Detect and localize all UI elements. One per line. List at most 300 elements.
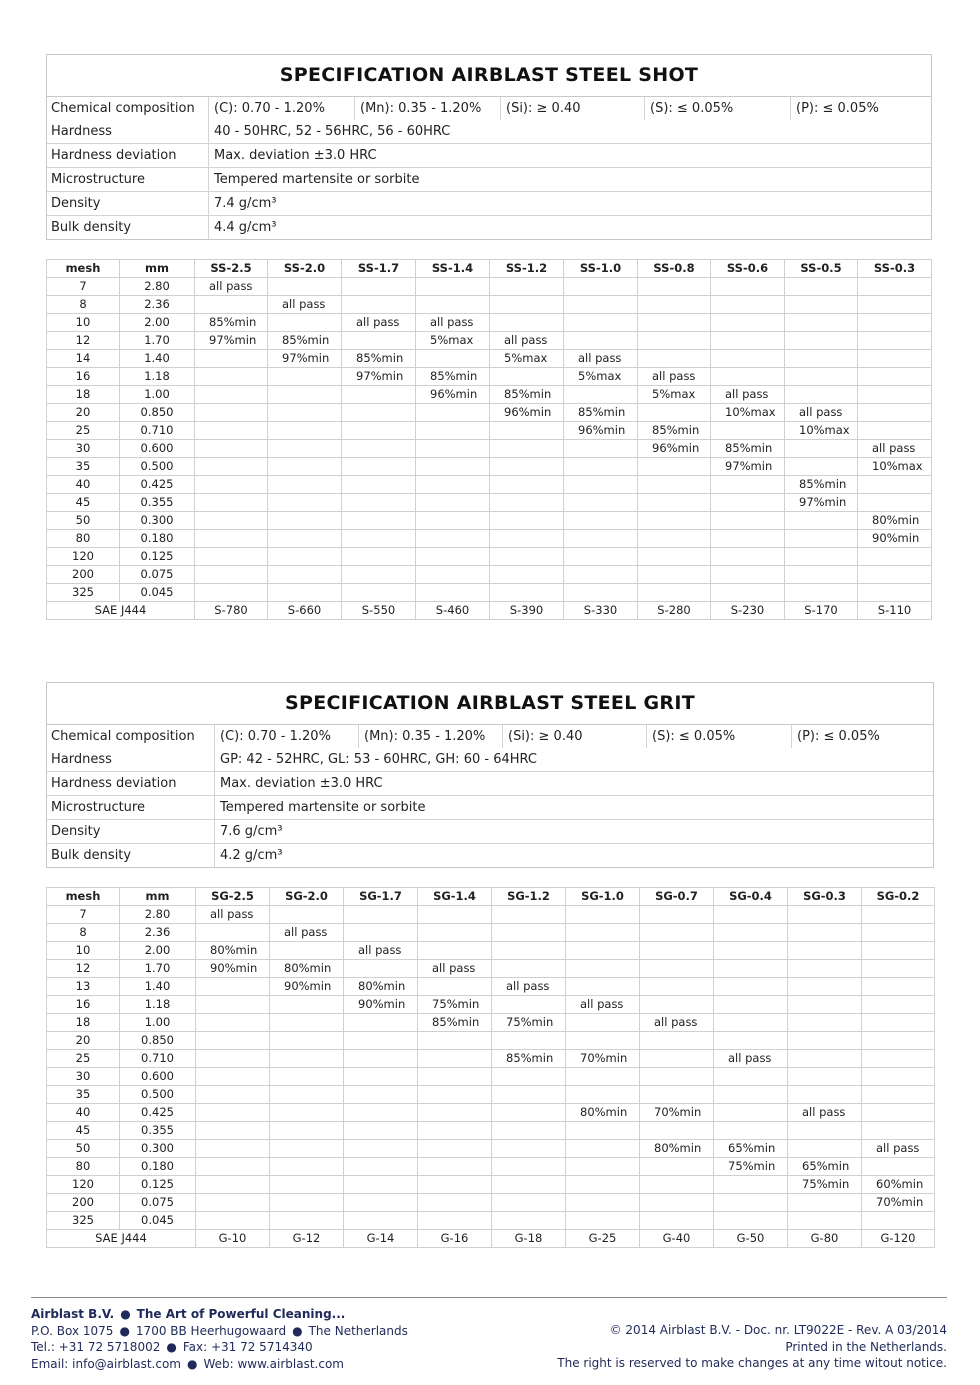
spec-cell: [195, 350, 268, 368]
grit-prop-row: [47, 748, 933, 771]
sae-cell: G-120: [862, 1230, 935, 1248]
column-header: SG-1.7: [344, 888, 418, 906]
grit-chem-si: (Si): ≥ 0.40: [503, 725, 647, 748]
spec-cell: [268, 314, 342, 332]
spec-cell: [638, 548, 711, 566]
spec-cell: [342, 512, 416, 530]
mm-cell: 0.300: [120, 1140, 196, 1158]
grit-prop-value: 4.2 g/cm³: [220, 848, 283, 863]
column-header: mesh: [47, 260, 120, 278]
sae-cell: G-18: [492, 1230, 566, 1248]
spec-cell: [788, 1194, 862, 1212]
spec-cell: [344, 1050, 418, 1068]
spec-cell: [416, 584, 490, 602]
spec-cell: 80%min: [640, 1140, 714, 1158]
grit-sieve-table: [46, 887, 935, 1248]
spec-cell: [270, 1032, 344, 1050]
shot-chem-label: Chemical composition: [47, 97, 209, 120]
mesh-cell: 16: [47, 996, 120, 1014]
mm-cell: 0.180: [120, 530, 195, 548]
column-header: mesh: [47, 888, 120, 906]
mm-cell: 0.045: [120, 584, 195, 602]
grit-prop-value: Max. deviation ±3.0 HRC: [220, 776, 383, 791]
spec-cell: [788, 960, 862, 978]
spec-cell: [638, 458, 711, 476]
spec-cell: [640, 1194, 714, 1212]
shot-prop-value: Max. deviation ±3.0 HRC: [214, 148, 377, 163]
spec-cell: [492, 1176, 566, 1194]
table-row: [47, 296, 932, 314]
mm-cell: 0.500: [120, 458, 195, 476]
footer-rights: The right is reserved to make changes at any time witout notice.: [557, 1356, 947, 1370]
spec-cell: [638, 476, 711, 494]
spec-cell: [785, 530, 858, 548]
spec-cell: [566, 1212, 640, 1230]
footer-contact: [31, 1306, 408, 1372]
spec-cell: [270, 1122, 344, 1140]
table-row: [47, 440, 932, 458]
sae-cell: S-460: [416, 602, 490, 620]
spec-cell: 80%min: [270, 960, 344, 978]
spec-cell: all pass: [418, 960, 492, 978]
sae-cell: G-50: [714, 1230, 788, 1248]
footer-fax: Fax: +31 72 5714340: [182, 1340, 313, 1354]
spec-cell: [344, 1194, 418, 1212]
spec-cell: [492, 942, 566, 960]
shot-chem-values: [209, 97, 931, 120]
spec-cell: [490, 314, 564, 332]
spec-cell: [564, 530, 638, 548]
spec-cell: [714, 1212, 788, 1230]
mesh-cell: 325: [47, 1212, 120, 1230]
grit-prop-label: Microstructure: [47, 796, 215, 819]
mm-cell: 0.075: [120, 566, 195, 584]
mesh-cell: 80: [47, 530, 120, 548]
spec-cell: all pass: [270, 924, 344, 942]
spec-cell: [640, 996, 714, 1014]
shot-prop-row: [47, 191, 931, 215]
mm-cell: 0.075: [120, 1194, 196, 1212]
bullet-icon: ●: [186, 1356, 198, 1371]
spec-cell: [268, 548, 342, 566]
spec-cell: [418, 1068, 492, 1086]
spec-cell: [342, 296, 416, 314]
spec-cell: [270, 1140, 344, 1158]
spec-cell: 85%min: [418, 1014, 492, 1032]
spec-cell: 80%min: [566, 1104, 640, 1122]
spec-cell: [195, 476, 268, 494]
shot-prop-row: [47, 143, 931, 167]
column-header: SS-2.0: [268, 260, 342, 278]
spec-cell: [342, 548, 416, 566]
spec-cell: all pass: [640, 1014, 714, 1032]
spec-cell: [638, 566, 711, 584]
spec-cell: [858, 584, 932, 602]
spec-cell: [566, 1176, 640, 1194]
spec-cell: [195, 530, 268, 548]
table-row: [47, 1194, 935, 1212]
spec-cell: [862, 1014, 935, 1032]
spec-cell: 70%min: [566, 1050, 640, 1068]
mm-cell: 0.355: [120, 1122, 196, 1140]
spec-cell: [490, 512, 564, 530]
spec-cell: [195, 512, 268, 530]
spec-cell: [566, 1068, 640, 1086]
table-row: [47, 906, 935, 924]
grit-prop-value: GP: 42 - 52HRC, GL: 53 - 60HRC, GH: 60 - 64HRC: [220, 752, 537, 767]
spec-cell: 85%min: [416, 368, 490, 386]
spec-cell: [858, 566, 932, 584]
spec-cell: [566, 1086, 640, 1104]
spec-cell: [862, 978, 935, 996]
column-header: SS-1.4: [416, 260, 490, 278]
spec-cell: [714, 978, 788, 996]
spec-cell: [418, 1122, 492, 1140]
spec-cell: [196, 1050, 270, 1068]
table-row: [47, 584, 932, 602]
mm-cell: 0.710: [120, 1050, 196, 1068]
spec-cell: 10%max: [711, 404, 785, 422]
spec-cell: 96%min: [490, 404, 564, 422]
footer-copyright: © 2014 Airblast B.V. - Doc. nr. LT9022E - Rev. A 03/2014: [609, 1323, 947, 1337]
footer-email-link[interactable]: Email: info@airblast.com: [31, 1356, 181, 1371]
spec-cell: [788, 1050, 862, 1068]
spec-cell: [640, 1176, 714, 1194]
spec-cell: [490, 296, 564, 314]
spec-cell: [268, 440, 342, 458]
spec-cell: [566, 942, 640, 960]
spec-cell: [711, 278, 785, 296]
spec-cell: [344, 1014, 418, 1032]
mm-cell: 0.600: [120, 1068, 196, 1086]
table-row: [47, 1014, 935, 1032]
spec-cell: [640, 924, 714, 942]
spec-cell: 80%min: [344, 978, 418, 996]
table-row: [47, 278, 932, 296]
mesh-cell: 50: [47, 1140, 120, 1158]
spec-cell: [858, 476, 932, 494]
spec-cell: [714, 1176, 788, 1194]
grit-chem-s: (S): ≤ 0.05%: [647, 725, 792, 748]
table-row: [47, 1032, 935, 1050]
spec-cell: [566, 924, 640, 942]
spec-cell: [492, 1104, 566, 1122]
spec-cell: [418, 924, 492, 942]
shot-table-header: [47, 260, 932, 278]
grit-chem-mn: (Mn): 0.35 - 1.20%: [359, 725, 503, 748]
spec-cell: [268, 458, 342, 476]
spec-cell: [416, 278, 490, 296]
mesh-cell: 80: [47, 1158, 120, 1176]
spec-cell: [640, 1158, 714, 1176]
spec-cell: [418, 1050, 492, 1068]
shot-prop-row: [47, 215, 931, 239]
sae-label: SAE J444: [47, 602, 195, 620]
spec-cell: [788, 1140, 862, 1158]
spec-cell: [862, 1032, 935, 1050]
column-header: SG-0.4: [714, 888, 788, 906]
column-header: SS-1.0: [564, 260, 638, 278]
spec-cell: all pass: [342, 314, 416, 332]
spec-cell: [638, 332, 711, 350]
spec-cell: [268, 530, 342, 548]
spec-cell: [862, 996, 935, 1014]
grit-chem-row: [47, 725, 933, 748]
spec-cell: [564, 494, 638, 512]
spec-cell: [268, 566, 342, 584]
shot-prop-value: Tempered martensite or sorbite: [214, 172, 420, 187]
mm-cell: 1.18: [120, 368, 195, 386]
spec-cell: 97%min: [711, 458, 785, 476]
spec-cell: [416, 548, 490, 566]
spec-cell: [196, 1122, 270, 1140]
spec-cell: [711, 584, 785, 602]
spec-cell: all pass: [564, 350, 638, 368]
spec-cell: [196, 1068, 270, 1086]
table-row: [47, 566, 932, 584]
mm-cell: 0.710: [120, 422, 195, 440]
sae-cell: G-40: [640, 1230, 714, 1248]
sae-cell: G-16: [418, 1230, 492, 1248]
spec-cell: [564, 476, 638, 494]
mm-cell: 1.18: [120, 996, 196, 1014]
spec-cell: 85%min: [711, 440, 785, 458]
footer-web-link[interactable]: Web: www.airblast.com: [203, 1356, 344, 1371]
mm-cell: 0.125: [120, 548, 195, 566]
spec-cell: [862, 906, 935, 924]
sae-cell: S-170: [785, 602, 858, 620]
spec-cell: [564, 314, 638, 332]
mm-cell: 0.425: [120, 476, 195, 494]
spec-cell: [195, 458, 268, 476]
spec-cell: [564, 278, 638, 296]
spec-cell: [342, 278, 416, 296]
spec-cell: [711, 494, 785, 512]
mesh-cell: 14: [47, 350, 120, 368]
mesh-cell: 12: [47, 332, 120, 350]
spec-cell: 5%max: [490, 350, 564, 368]
spec-cell: [638, 404, 711, 422]
spec-cell: [862, 1068, 935, 1086]
mm-cell: 2.36: [120, 924, 196, 942]
spec-cell: 85%min: [785, 476, 858, 494]
spec-cell: 10%max: [785, 422, 858, 440]
table-row: [47, 1212, 935, 1230]
spec-cell: all pass: [566, 996, 640, 1014]
spec-cell: [418, 1032, 492, 1050]
spec-cell: [638, 530, 711, 548]
spec-cell: 96%min: [638, 440, 711, 458]
spec-cell: [416, 512, 490, 530]
spec-cell: [270, 1176, 344, 1194]
spec-cell: [270, 996, 344, 1014]
spec-cell: all pass: [714, 1050, 788, 1068]
footer-pobox: P.O. Box 1075: [31, 1323, 114, 1338]
mm-cell: 1.70: [120, 332, 195, 350]
mm-cell: 0.600: [120, 440, 195, 458]
mm-cell: 2.00: [120, 314, 195, 332]
mesh-cell: 45: [47, 1122, 120, 1140]
grit-prop-label: Density: [47, 820, 215, 843]
column-header: SS-0.6: [711, 260, 785, 278]
spec-cell: [344, 1104, 418, 1122]
column-header: SS-0.8: [638, 260, 711, 278]
sae-cell: G-80: [788, 1230, 862, 1248]
column-header: SG-0.3: [788, 888, 862, 906]
spec-cell: [416, 494, 490, 512]
spec-cell: [785, 566, 858, 584]
spec-cell: [564, 458, 638, 476]
spec-cell: [418, 1176, 492, 1194]
mesh-cell: 325: [47, 584, 120, 602]
mm-cell: 2.36: [120, 296, 195, 314]
spec-cell: [490, 368, 564, 386]
spec-cell: [344, 1086, 418, 1104]
spec-cell: [711, 314, 785, 332]
mm-cell: 1.00: [120, 1014, 196, 1032]
spec-cell: [711, 566, 785, 584]
spec-cell: [711, 530, 785, 548]
spec-cell: [640, 1122, 714, 1140]
spec-cell: [418, 1158, 492, 1176]
spec-cell: [714, 1014, 788, 1032]
sae-cell: S-390: [490, 602, 564, 620]
mm-cell: 0.850: [120, 1032, 196, 1050]
footer-legal: [557, 1322, 947, 1372]
spec-cell: [566, 978, 640, 996]
spec-cell: 96%min: [416, 386, 490, 404]
bullet-icon: ●: [166, 1340, 177, 1354]
spec-cell: [711, 296, 785, 314]
spec-cell: [714, 1068, 788, 1086]
shot-prop-label: Density: [47, 192, 209, 215]
spec-cell: [342, 530, 416, 548]
mesh-cell: 30: [47, 440, 120, 458]
spec-cell: all pass: [788, 1104, 862, 1122]
spec-cell: 70%min: [640, 1104, 714, 1122]
spec-cell: [566, 1194, 640, 1212]
sae-label: SAE J444: [47, 1230, 196, 1248]
spec-cell: [785, 458, 858, 476]
spec-cell: [492, 1194, 566, 1212]
spec-cell: [858, 296, 932, 314]
column-header: SG-2.0: [270, 888, 344, 906]
table-row: [47, 548, 932, 566]
spec-cell: [858, 368, 932, 386]
column-header: SS-0.3: [858, 260, 932, 278]
shot-prop-label: Hardness: [47, 120, 209, 143]
mesh-cell: 10: [47, 942, 120, 960]
spec-cell: all pass: [492, 978, 566, 996]
spec-cell: [196, 1176, 270, 1194]
spec-cell: [196, 1014, 270, 1032]
mm-cell: 0.045: [120, 1212, 196, 1230]
spec-cell: [195, 584, 268, 602]
spec-cell: [640, 1086, 714, 1104]
spec-cell: [195, 296, 268, 314]
spec-cell: [342, 494, 416, 512]
spec-cell: [490, 476, 564, 494]
sae-cell: G-14: [344, 1230, 418, 1248]
spec-cell: [711, 332, 785, 350]
mesh-cell: 16: [47, 368, 120, 386]
spec-cell: [862, 1212, 935, 1230]
sae-cell: G-10: [196, 1230, 270, 1248]
mm-cell: 2.80: [120, 906, 196, 924]
spec-cell: [788, 942, 862, 960]
spec-cell: [711, 422, 785, 440]
spec-cell: [416, 404, 490, 422]
spec-cell: [418, 942, 492, 960]
spec-cell: [270, 1068, 344, 1086]
sae-cell: S-550: [342, 602, 416, 620]
spec-cell: 85%min: [342, 350, 416, 368]
spec-cell: [344, 924, 418, 942]
column-header: SG-1.0: [566, 888, 640, 906]
column-header: SS-0.5: [785, 260, 858, 278]
mm-cell: 0.125: [120, 1176, 196, 1194]
spec-cell: 85%min: [268, 332, 342, 350]
spec-cell: all pass: [862, 1140, 935, 1158]
spec-cell: 5%max: [638, 386, 711, 404]
spec-cell: [566, 1158, 640, 1176]
column-header: SS-1.7: [342, 260, 416, 278]
spec-cell: [640, 1032, 714, 1050]
spec-cell: [640, 906, 714, 924]
spec-cell: [862, 1104, 935, 1122]
mm-cell: 0.180: [120, 1158, 196, 1176]
spec-cell: [785, 332, 858, 350]
spec-cell: [711, 368, 785, 386]
spec-cell: [342, 584, 416, 602]
spec-cell: 85%min: [564, 404, 638, 422]
spec-cell: [714, 942, 788, 960]
spec-cell: [785, 512, 858, 530]
mesh-cell: 30: [47, 1068, 120, 1086]
spec-cell: [492, 1068, 566, 1086]
grit-prop-label: Hardness: [47, 748, 215, 771]
column-header: SG-0.2: [862, 888, 935, 906]
table-row: [47, 1050, 935, 1068]
spec-cell: [492, 1140, 566, 1158]
mesh-cell: 8: [47, 296, 120, 314]
spec-cell: [711, 512, 785, 530]
sae-cell: S-660: [268, 602, 342, 620]
table-row: [47, 512, 932, 530]
spec-cell: [418, 906, 492, 924]
spec-cell: [714, 960, 788, 978]
spec-cell: [714, 1194, 788, 1212]
grit-prop-value: Tempered martensite or sorbite: [220, 800, 426, 815]
spec-cell: 5%max: [416, 332, 490, 350]
spec-cell: [858, 404, 932, 422]
grit-chem-values: [215, 725, 933, 748]
spec-cell: [270, 1050, 344, 1068]
spec-cell: [711, 548, 785, 566]
spec-cell: 75%min: [492, 1014, 566, 1032]
table-row: [47, 368, 932, 386]
spec-cell: [564, 512, 638, 530]
spec-cell: [268, 278, 342, 296]
mm-cell: 0.500: [120, 1086, 196, 1104]
column-header: SS-1.2: [490, 260, 564, 278]
spec-cell: [638, 296, 711, 314]
spec-cell: [640, 942, 714, 960]
table-row: [47, 996, 935, 1014]
spec-cell: [714, 996, 788, 1014]
spec-cell: 90%min: [858, 530, 932, 548]
grit-prop-row: [47, 795, 933, 819]
